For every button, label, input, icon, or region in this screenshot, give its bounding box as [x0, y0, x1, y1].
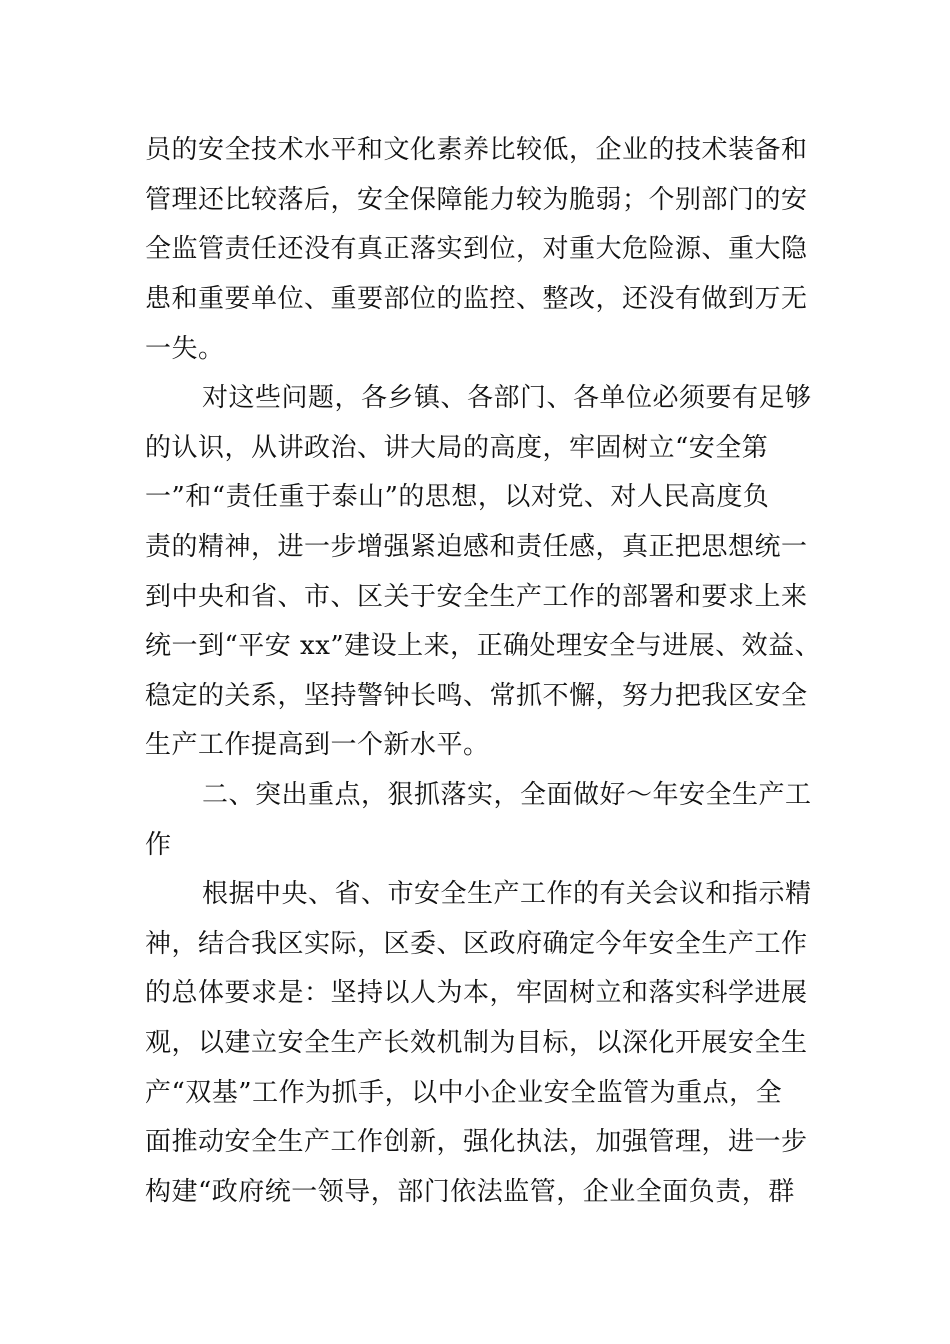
- text-line: 的总体要求是：坚持以人为本，牢固树立和落实科学进展: [145, 978, 808, 1008]
- text-line: 一失。: [145, 334, 225, 364]
- text-line: 产“双基”工作为抓手，以中小企业安全监管为重点，全: [145, 1078, 783, 1108]
- text-line: 全监管责任还没有真正落实到位，对重大危险源、重大隐: [145, 234, 808, 264]
- text-line: 稳定的关系，坚持警钟长鸣、常抓不懈，努力把我区安全: [145, 681, 808, 711]
- section-heading-line: 作: [145, 830, 172, 860]
- text-line: 患和重要单位、重要部位的监控、整改，还没有做到万无: [145, 284, 808, 314]
- section-heading-line: 二、突出重点，狠抓落实，全面做好～年安全生产工: [202, 780, 812, 810]
- text-line: 神，结合我区实际，区委、区政府确定今年安全生产工作: [145, 929, 808, 959]
- text-line: 管理还比较落后，安全保障能力较为脆弱；个别部门的安: [145, 185, 808, 215]
- text-line: 到中央和省、市、区关于安全生产工作的部署和要求上来: [145, 582, 808, 612]
- text-line: 员的安全技术水平和文化素养比较低，企业的技术装备和: [145, 135, 808, 165]
- text-line: 的认识，从讲政治、讲大局的高度，牢固树立“安全第: [145, 433, 769, 463]
- text-line: 观，以建立安全生产长效机制为目标，以深化开展安全生: [145, 1028, 808, 1058]
- text-line: 面推动安全生产工作创新，强化执法，加强管理，进一步: [145, 1127, 808, 1157]
- paragraph-start-line: 对这些问题，各乡镇、各部门、各单位必须要有足够: [202, 383, 812, 413]
- paragraph-start-line: 根据中央、省、市安全生产工作的有关会议和指示精: [202, 879, 812, 909]
- text-line: 构建“政府统一领导，部门依法监管，企业全面负责，群: [145, 1177, 795, 1207]
- text-line: 一”和“责任重于泰山”的思想，以对党、对人民高度负: [145, 482, 770, 512]
- text-line: 责的精神，进一步增强紧迫感和责任感，真正把思想统一: [145, 532, 808, 562]
- text-line: 生产工作提高到一个新水平。: [145, 730, 490, 760]
- text-line: 统一到“平安 xx”建设上来，正确处理安全与进展、效益、: [145, 631, 822, 661]
